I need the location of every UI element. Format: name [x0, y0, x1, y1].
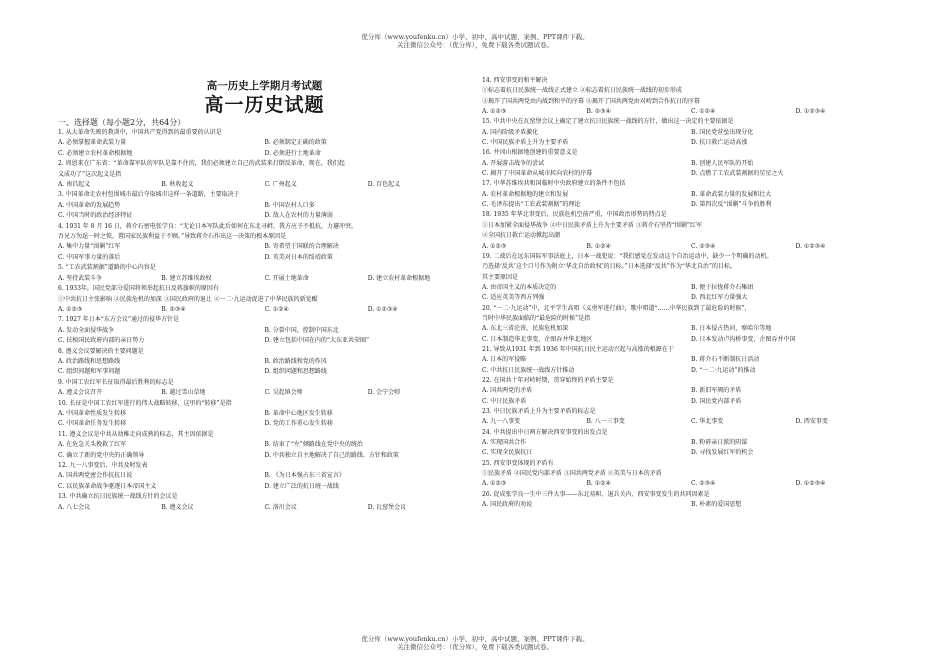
answer-options	[482, 138, 900, 148]
footer-line-1: 优分库（www.youfenku.cn）小学、初中、高中试题、案例、PPT课件下载。	[361, 635, 589, 643]
answer-option: B. 八一三事变	[586, 418, 625, 426]
answer-options	[482, 200, 900, 210]
answer-option: A. 中国革命性质发生转移	[58, 409, 127, 417]
answer-option: D. 西北红军力量强大	[691, 294, 748, 302]
question-line: 4. 1931 年 8 月 16 日，蒋介石密电张学良：“无论日本军队此后如何在东北寻衅，我方应予不抵抗，力避冲突。	[58, 222, 357, 230]
answer-options	[482, 500, 900, 510]
answer-option: B. ①②④	[586, 480, 611, 488]
answer-option: A. 开展游击战争的尝试	[482, 159, 545, 167]
question-line: ④全国抗日救亡运动掀起高潮	[482, 232, 561, 240]
answer-option: B. 必须制定正确的政策	[264, 139, 327, 147]
answer-option: D. 寻找发展红军的机会	[691, 449, 754, 457]
answer-option: C. 中国当时的政治经济特征	[58, 212, 133, 220]
question-line: 3. 中国革命走农村包围城市最后夺取城市这样一条道路，主要取决于	[58, 191, 240, 199]
answer-option: C. ①②④	[691, 108, 716, 116]
answer-options	[58, 242, 471, 252]
answer-option: A. 必须掌握革命武装力量	[58, 139, 127, 147]
answer-option: C. 洛川会议	[264, 503, 297, 511]
answer-options	[58, 388, 471, 398]
answer-option: C. 毛泽东提出“工农武装割据”的理论	[482, 201, 581, 209]
answer-option: D. 瓦窑堡会议	[367, 503, 407, 511]
answer-option: B. 建立苏维埃政权	[161, 274, 212, 282]
answer-option: C. 华北事变	[691, 418, 724, 426]
answer-option: B. 结束了“左”倾路线在党中央的统治	[264, 441, 363, 449]
answer-options	[58, 211, 471, 221]
answer-options	[58, 357, 471, 367]
answer-option: B. 分裂中国，控制中国东北	[264, 326, 339, 334]
answer-option: A. 国共两党的矛盾	[482, 387, 533, 395]
answer-option: B. 蒋介石不断制抗日活动	[691, 356, 760, 364]
question-line: 16. 井冈山根据地创建的重要意义是	[482, 149, 578, 157]
question-line: 10. 长征是中国工农红军进行的伟大战略转移，这里的“转移”是指	[58, 399, 232, 407]
answer-option: D. 敌人在农村的力量薄弱	[264, 212, 333, 220]
question-line: 吾兄万勿逞一时之愤，置国家民族利益于不顾。”导致蒋介石作出这一决策的根本原因是	[58, 233, 287, 241]
answer-option: D. 建立农村革命根据地	[367, 274, 431, 282]
answer-option: C. 中国军事力量的落后	[58, 253, 121, 261]
answer-option: D. 第四次反“围剿”斗争的胜利	[691, 201, 772, 209]
answer-option: D. ①②③④	[795, 242, 826, 250]
answer-options	[58, 451, 471, 461]
question-line: ①日本加紧全面侵华战争 ②中日民族矛盾上升为主要矛盾 ③蒋介石坚持“围剿”红军	[482, 221, 702, 229]
answer-option: A. 集中力量“围剿”红军	[58, 243, 121, 251]
answer-option: A. 遵义会议召开	[58, 389, 103, 397]
answer-option: A. ①②③	[482, 480, 507, 488]
answer-option: B. 新旧军阀的矛盾	[691, 387, 742, 395]
answer-options	[482, 324, 900, 334]
question-line: 11. 遵义会议是中共从幼稚走向成熟的标志，其主因依据是	[58, 430, 214, 438]
question-line: 乃选择‘反共’这个口号作为附立‘华北自治政权’的目标。”日本选择“反共”作为“华北自治”的目标，	[482, 263, 736, 271]
answer-options	[58, 367, 471, 377]
answer-options	[482, 366, 900, 376]
answer-option: C. ①②④	[264, 305, 289, 313]
answer-option: C. 扶植国民政府内部的亲日势力	[58, 337, 145, 345]
answer-option: C. 实现全民族抗日	[482, 449, 533, 457]
answer-option: A. 发动全面侵华战争	[58, 326, 115, 334]
answer-option: A. 国内阶级矛盾激化	[482, 128, 539, 136]
answer-options	[482, 417, 900, 427]
answer-option: D. 建立广泛的抗日统一战线	[264, 482, 339, 490]
answer-option: D. ①②③④	[795, 480, 826, 488]
answer-option: B. 革命中心地区发生转移	[264, 409, 333, 417]
answer-options	[482, 128, 900, 138]
answer-option: B. 粉碎亲日派的阴谋	[691, 439, 748, 447]
question-line: 19. 二战后在远东国际军事法庭上，日本一战犯说：“我们感觉在发动这个自治运动中，缺少一个明确的动机。	[482, 252, 773, 260]
answer-option: A. 九一八事变	[482, 418, 521, 426]
answer-option: A. ①②③	[482, 242, 507, 250]
answer-options	[482, 190, 900, 200]
answer-option: A. 国共两党密会作抗抗日说	[58, 472, 133, 480]
answer-option: A. 八七会议	[58, 503, 91, 511]
answer-options	[482, 169, 900, 179]
answer-option: C. 日本制造华北事变，企图吞并华北地区	[482, 335, 593, 343]
question-line: 25. 西安事变体现的矛盾有	[482, 459, 554, 467]
answer-option: D. 会宁会师	[367, 389, 401, 397]
answer-option: B. 秋收起义	[161, 181, 194, 189]
answer-option: A. 日本的军侵略	[482, 356, 527, 364]
answer-option: B. 创建人民军队的开始	[691, 159, 754, 167]
question-line: 20. “一二·九运动”中，北平学生高唱《义勇军进行曲》，歌中唱道“……中华民族到了最危险的时候”，	[482, 304, 751, 312]
answer-options	[58, 253, 471, 263]
answer-options	[482, 386, 900, 396]
answer-option: B. 革命武装力量的发展和壮大	[691, 190, 772, 198]
question-line: 义成功了”这次起义是指	[58, 170, 122, 178]
header-line-2: 关注微信公众号：（优分库），免费下载各类试题试卷。	[397, 41, 553, 49]
question-line: 21. 导致从1931 年到 1936 年中国抗日民主运动兴起与高涨的根源在于	[482, 345, 674, 353]
answer-options	[58, 440, 471, 450]
question-line: 7. 1927 年日本“东方会议”通过的侵华方针是	[58, 316, 179, 324]
answer-option: A. 政治路线和思想路线	[58, 357, 121, 365]
answer-options	[58, 409, 471, 419]
answer-option: C. 中国革命任务发生转移	[58, 420, 127, 428]
answer-options	[482, 397, 900, 407]
question-line: 26. 促成张学良一生中三件大事——东北易帜、退兵关内、西安事变发生的共同因素是	[482, 490, 710, 498]
answer-option: D. 点燃了工农武装割据的星星之火	[691, 170, 784, 178]
answer-option: C. 适应英美等西方列强	[482, 294, 545, 302]
answer-option: C. 组织问题和军事问题	[58, 368, 121, 376]
header-line-1: 优分库（www.youfenku.cn）小学、初中、高中试题、案例、PPT课件下载。	[361, 33, 589, 41]
answer-option: D. 百色起义	[367, 181, 401, 189]
question-line: 6. 1933年，国民党部分爱国将领举起抗日反蒋旗帜的原因有	[58, 285, 219, 293]
answer-options	[58, 482, 471, 492]
left-questions	[58, 128, 471, 513]
answer-option: A. 由帝国主义的本质决定的	[482, 283, 557, 291]
question-line: 17. 中华苏维埃共和国临时中央政府建立的条件不包括	[482, 180, 626, 188]
answer-option: B. ②③④	[161, 305, 186, 313]
question-line: 23. 中日民族矛盾上升为主要矛盾的标志是	[482, 408, 596, 415]
question-line: 13. 中共确立抗日民族统一战线方针的会议是	[58, 493, 178, 501]
answer-option: A. 国民政府的劝说	[482, 501, 533, 509]
answer-options	[482, 283, 900, 293]
answer-options	[58, 180, 471, 190]
answer-option: C. 必须建立农村革命根据地	[58, 149, 133, 157]
answer-option: C. 揭开了中国革命从城市转向农村的序幕	[482, 170, 593, 178]
answer-option: A. 坚持武装斗争	[58, 274, 103, 282]
footer-line-2: 关注微信公众号：（优分库），免费下载各类试题试卷。	[397, 643, 553, 651]
answer-options	[482, 335, 900, 345]
answer-option: B. 朴素的爱国思想	[691, 501, 742, 509]
answer-options	[482, 355, 900, 365]
question-line: 14. 西安事变的和平解决	[482, 77, 548, 84]
answer-options	[58, 149, 471, 159]
answer-option: B. ①②④	[586, 242, 611, 250]
question-line: 22. 在国共十年对峙时期，贯穿始终的矛盾主要是	[482, 376, 614, 384]
answer-options	[58, 201, 471, 211]
question-line: ①标志着抗日民族统一战线正式建立 ②标志着抗日民族统一战线的初步形成	[482, 87, 682, 95]
answer-option: B. 遵义会议	[161, 503, 194, 511]
answer-options	[482, 242, 900, 252]
answer-option: D. 抗日救亡运动高涨	[691, 139, 748, 147]
answer-option: A. 在危急关头挽救了红军	[58, 441, 127, 449]
answer-option: B. 中国农村人口多	[264, 201, 315, 209]
answer-options	[482, 293, 900, 303]
answer-option: A. 东北三省沦丧，民族危机加深	[482, 325, 569, 333]
answer-options	[58, 138, 471, 148]
right-column	[482, 76, 900, 510]
question-line: 2. 周恩来在广东省：“革命靠军队的军队是靠不住的，我们必须建立自己的武装来打倒反革命，现在，我们起	[58, 160, 345, 168]
answer-option: B. 国民党营垒出现分化	[691, 128, 754, 136]
answer-options	[58, 274, 471, 284]
question-line: 8. 遵义会议要解决的主要问题是	[58, 347, 144, 355]
answer-option: A. ①②③	[58, 305, 83, 313]
answer-option: A. 实现国共合作	[482, 439, 527, 447]
answer-option: D. 国民党内部矛盾	[691, 397, 742, 405]
answer-option: B. 政治路线和党的作风	[264, 357, 327, 365]
answer-option: A. 中国革命的发展趋势	[58, 201, 121, 209]
question-line: 18. 1935 年华北事变后，民族危机空前严重，中国政治形势的特点是	[482, 211, 667, 219]
answer-options	[58, 419, 471, 429]
right-questions	[482, 76, 900, 510]
answer-option: D. 必须进行土地革命	[264, 149, 321, 157]
answer-option: C. 中共抗日民族统一战线方针推动	[482, 366, 575, 374]
answer-options	[482, 479, 900, 489]
answer-option: A. ①②③	[482, 108, 507, 116]
answer-option: D. 中共独立自主地解决了自己的路线、方针和政策	[264, 451, 399, 459]
answer-option: B. 便于拉拢蒋介石集团	[691, 283, 754, 291]
answer-option: B. 日本侵占热河，察哈尔等地	[691, 325, 772, 333]
question-line: 当时中华民族面临的“最危险的时候”是指	[482, 314, 591, 322]
answer-option: D. 英美对日本的绥靖政策	[264, 253, 333, 261]
left-column	[58, 78, 471, 513]
answer-option: C. 以民族革命战争驱逐日本帝国主义	[58, 482, 157, 490]
answer-option: C. 中日民族矛盾	[482, 397, 527, 405]
answer-option: D. 日本发动卢沟桥事变，企图吞并中国	[691, 335, 796, 343]
page-header	[0, 33, 950, 49]
answer-option: A. 南昌起义	[58, 181, 91, 189]
answer-option: A. 农村革命根据地的建立和发展	[482, 190, 569, 198]
answer-options	[58, 503, 471, 513]
answer-option: D. 西安事变	[795, 418, 828, 426]
answer-option: C. 中国民族矛盾上升为主要矛盾	[482, 139, 569, 147]
answer-option: C. 开展土地革命	[264, 274, 309, 282]
answer-option: B. 寄希望于国联的合理解决	[264, 243, 339, 251]
question-line: 1. 从大革命失败的教训中，中国共产党得到的最重要的认识是	[58, 129, 222, 136]
answer-option: D. 建立包括中国在内的“大东亚共荣圈”	[264, 337, 370, 345]
answer-option: B. 越过雪山草地	[161, 389, 206, 397]
question-line: 15. 中共中央在瓦窑堡会议上确定了建立抗日民族统一战线的方针，做出这一决定的主要依据是	[482, 118, 734, 126]
answer-options	[58, 326, 471, 336]
answer-option: C. 确立了新的党中央的正确领导	[58, 451, 145, 459]
answer-option: C. ②③④	[691, 480, 716, 488]
answer-options	[58, 336, 471, 346]
answer-options	[482, 107, 900, 117]
question-line: ③揭开了国共两党由内战到和平的序幕 ④揭开了国共两党由对峙到合作抗日的序幕	[482, 97, 700, 105]
question-line: ①中共抗日主张影响 ②民族危机的加深 ③国民政府的退让 ④一二·九运动促进了中华民族的新觉醒	[58, 295, 318, 303]
question-line: 其主要原因是	[482, 273, 519, 281]
answer-option: D. ①②③④	[795, 108, 826, 116]
answer-option: C. 吴起镇会师	[264, 389, 303, 397]
answer-option: D. “一二·九运动”的推动	[691, 366, 756, 374]
answer-options	[58, 471, 471, 481]
question-line: 9. 中国工农红军长征取得最后胜利的标志是	[58, 378, 174, 386]
answer-option: D. 组织问题和思想路线	[264, 368, 327, 376]
section-heading: 一、选择题（每小题2分，共64分）	[58, 118, 186, 127]
answer-options	[482, 438, 900, 448]
page-footer	[0, 635, 950, 651]
answer-option: C. ②③④	[691, 242, 716, 250]
answer-options	[58, 305, 471, 315]
answer-option: D. 党的工作重心发生转移	[264, 420, 333, 428]
question-line: 5. “工农武装割据”道路的中心内容是	[58, 264, 156, 272]
answer-options	[482, 159, 900, 169]
answer-option: B. 《为日本强占东三省宣言》	[264, 472, 345, 480]
answer-option: D. ①②③④	[367, 305, 398, 313]
exam-title: 高一历史试题	[204, 94, 325, 116]
question-line: 24. 中共提出中日两方解决西安事变的出发点是	[482, 428, 608, 436]
exam-subtitle: 高一历史上学期月考试题	[206, 80, 323, 92]
answer-option: C. 广州起义	[264, 181, 297, 189]
answer-option: B. ②③④	[586, 108, 611, 116]
question-line: 12. 九一八事变后，中共及时发表	[58, 462, 148, 469]
question-line: ①民族矛盾 ②国民党内部矛盾 ③国共两党矛盾 ④英美与日本的矛盾	[482, 470, 662, 478]
answer-options	[482, 448, 900, 458]
